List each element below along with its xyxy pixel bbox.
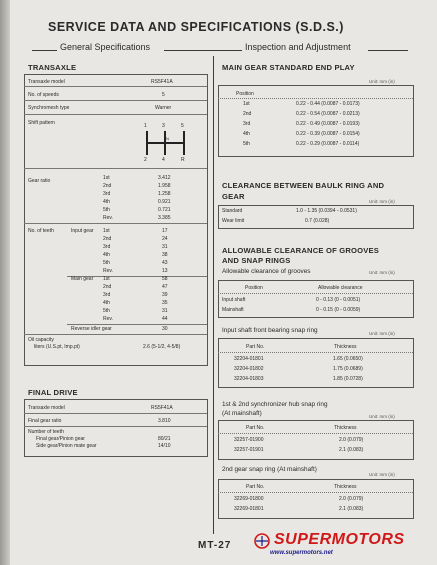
tooth-count: 38 [162, 252, 168, 258]
row-rule [24, 86, 207, 87]
tooth-count: 47 [162, 284, 168, 290]
part-no: 32257-01900 [234, 437, 264, 443]
row-rule [218, 492, 413, 493]
oil-units-label: liters (U.S.pt, Imp.pt) [34, 344, 80, 350]
fd-model-label: Transaxle model [28, 405, 65, 411]
header-rule [164, 50, 242, 51]
fd-model: RS5F41A [151, 405, 173, 411]
gear-label: 4th [103, 300, 110, 306]
hub-snap-unit: Unit: mm (in) [369, 414, 395, 419]
speeds-label: No. of speeds [28, 92, 59, 98]
shift-gate [146, 142, 185, 144]
gear-label: Rev. [103, 316, 113, 322]
oil-capacity: 2.6 (5-1/2, 4-5/8) [143, 344, 181, 350]
input-snap-unit: Unit: mm (in) [369, 331, 395, 336]
teeth-label: No. of teeth [28, 228, 54, 234]
gear-label: 2nd [103, 284, 112, 290]
end-play-value: 0.22 - 0.54 (0.0087 - 0.0213) [296, 111, 360, 117]
gear-ratio: 0.721 [158, 207, 171, 213]
fd-ratio-label: Final gear ratio [28, 418, 62, 424]
gear-label: 1st [103, 175, 110, 181]
watermark-brand: SUPERMOTORS [274, 531, 405, 548]
supermotors-logo-icon [252, 533, 272, 549]
col-thickness: Thickness [334, 425, 357, 431]
shift-num: 2 [144, 157, 147, 163]
fd-final-pinion-label: Final gear/Pinion gear [36, 436, 85, 442]
input-snap-heading: Input shaft front bearing snap ring [222, 327, 318, 334]
part-no: 32204-01803 [234, 376, 264, 382]
gear-ratio: 1.258 [158, 191, 171, 197]
speeds: 5 [162, 92, 165, 98]
gear-label: 3rd [103, 292, 111, 298]
gear-label: 4th [103, 252, 110, 258]
grooves-position: Mainshaft [222, 307, 244, 313]
gear-ratio: 0.921 [158, 199, 171, 205]
synchro: Warner [155, 105, 172, 111]
transaxle-table [24, 74, 208, 366]
baulk-heading: CLEARANCE BETWEEN BAULK RING AND [222, 181, 385, 190]
row-rule [24, 426, 207, 427]
neutral-mark: N [166, 136, 169, 141]
gear-label: 1st [103, 276, 110, 282]
gear-label: 4th [103, 199, 110, 205]
watermark-url: www.supermotors.net [270, 550, 333, 556]
grooves-heading: ALLOWABLE CLEARANCE OF GROOVES [222, 246, 380, 255]
gear-label: 3rd [103, 244, 111, 250]
col-part: Part No. [246, 484, 265, 490]
row-rule [24, 100, 207, 101]
part-no: 32257-01901 [234, 447, 264, 453]
right-header: Inspection and Adjustment [245, 42, 351, 52]
end-play-value: 0.22 - 0.49 (0.0087 - 0.0193) [296, 121, 360, 127]
tooth-count: 17 [162, 228, 168, 234]
end-play-gear: 5th [243, 141, 250, 147]
gear-label: 1st [103, 228, 110, 234]
tooth-count: 39 [162, 292, 168, 298]
baulk-wear: 0.7 (0.028) [305, 218, 330, 224]
synchro-label: Synchromesh type [28, 105, 70, 111]
hub-snap-heading: (At mainshaft) [222, 410, 262, 417]
gear-ratio-label: Gear ratio [28, 178, 51, 184]
baulk-unit: Unit: mm (in) [369, 199, 395, 204]
thickness: 2.1 (0.083) [339, 447, 364, 453]
shift-num: R [181, 157, 185, 163]
gear-label: 5th [103, 207, 110, 213]
gear-label: 5th [103, 260, 110, 266]
end-play-value: 0.22 - 0.39 (0.0087 - 0.0154) [296, 131, 360, 137]
part-no: 32269-01800 [234, 496, 264, 502]
end-play-heading: MAIN GEAR STANDARD END PLAY [222, 63, 355, 72]
end-play-gear: 3rd [243, 121, 251, 127]
tooth-count: 35 [162, 300, 168, 306]
shift-num: 3 [162, 123, 165, 129]
grooves-position: Input shaft [222, 297, 246, 303]
end-play-position-label: Position [236, 91, 254, 97]
end-play-gear: 4th [243, 131, 250, 137]
thickness: 1.65 (0.0650) [333, 356, 363, 362]
thickness: 1.85 (0.0728) [333, 376, 363, 382]
gear-ratio: 3.412 [158, 175, 171, 181]
grooves-unit: Unit: mm (in) [369, 270, 395, 275]
grooves-subheading: Allowable clearance of grooves [222, 268, 311, 275]
gear-label: Rev. [103, 268, 113, 274]
end-play-value: 0.22 - 0.44 (0.0087 - 0.0173) [296, 101, 360, 107]
tooth-count: 44 [162, 316, 168, 322]
row-rule [218, 352, 413, 353]
final-drive-heading: FINAL DRIVE [28, 388, 78, 397]
tooth-count: 13 [162, 268, 168, 274]
hub-snap-heading: 1st & 2nd synchronizer hub snap ring [222, 401, 328, 408]
col-part: Part No. [246, 425, 265, 431]
thickness: 2.0 (0.079) [339, 496, 364, 502]
grooves-clearance: 0 - 0.13 (0 - 0.0051) [316, 297, 361, 303]
gear2-snap-heading: 2nd gear snap ring (At mainshaft) [222, 466, 317, 473]
tooth-count: 31 [162, 308, 168, 314]
grooves-col-position: Position [245, 285, 263, 291]
baulk-standard: 1.0 - 1.35 (0.0394 - 0.0531) [296, 208, 357, 214]
end-play-value: 0.22 - 0.29 (0.0087 - 0.0114) [296, 141, 360, 147]
grooves-col-allow: Allowable clearance [318, 285, 363, 291]
fd-side-pinion-label: Side gear/Pinion mate gear [36, 443, 97, 449]
row-rule [218, 98, 413, 99]
end-play-gear: 1st [243, 101, 250, 107]
row-rule [24, 114, 207, 115]
idler-label: Reverse idler gear [71, 326, 112, 332]
grooves-clearance: 0 - 0.15 (0 - 0.0059) [316, 307, 361, 313]
end-play-unit: Unit: mm (in) [369, 79, 395, 84]
gear-ratio: 1.958 [158, 183, 171, 189]
thickness: 1.75 (0.0689) [333, 366, 363, 372]
fd-ratio: 3.810 [158, 418, 171, 424]
part-no: 32204-01802 [234, 366, 264, 372]
transaxle-model-label: Transaxle model [28, 79, 65, 85]
fd-teeth-label: Number of teeth [28, 429, 64, 435]
gear-ratio: 3.385 [158, 215, 171, 221]
header-rule [32, 50, 57, 51]
column-divider [213, 56, 214, 534]
input-gear-label: Input gear [71, 228, 94, 234]
shift-num: 4 [162, 157, 165, 163]
end-play-gear: 2nd [243, 111, 252, 117]
gear2-snap-unit: Unit: mm (in) [369, 472, 395, 477]
grooves-heading: AND SNAP RINGS [222, 256, 291, 265]
idler-teeth: 30 [162, 326, 168, 332]
part-no: 32204-01801 [234, 356, 264, 362]
fd-side-pinion: 14/10 [158, 443, 171, 449]
tooth-count: 58 [162, 276, 168, 282]
tooth-count: 43 [162, 260, 168, 266]
page-binding [0, 0, 10, 565]
col-part: Part No. [246, 344, 265, 350]
tooth-count: 24 [162, 236, 168, 242]
col-thickness: Thickness [334, 344, 357, 350]
baulk-wear-label: Wear limit [222, 218, 245, 224]
gear-label: 2nd [103, 236, 112, 242]
part-no: 32269-01801 [234, 506, 264, 512]
transaxle-model: RS5F41A [151, 79, 173, 85]
oil-label: Oil capacity [28, 337, 54, 343]
baulk-standard-label: Standard [222, 208, 243, 214]
gear-label: Rev. [103, 215, 113, 221]
transaxle-heading: TRANSAXLE [28, 63, 77, 72]
row-rule [67, 324, 207, 325]
baulk-heading: GEAR [222, 192, 245, 201]
main-gear-label: Main gear [71, 276, 94, 282]
page-title: SERVICE DATA AND SPECIFICATIONS (S.D.S.) [48, 20, 344, 34]
shift-pattern-label: Shift pattern [28, 120, 55, 126]
row-rule [218, 293, 413, 294]
row-rule [24, 168, 207, 169]
gear-label: 2nd [103, 183, 112, 189]
page-number: MT-27 [198, 540, 232, 551]
fd-final-pinion: 80/21 [158, 436, 171, 442]
row-rule [24, 413, 207, 414]
thickness: 2.0 (0.079) [339, 437, 364, 443]
gear-label: 3rd [103, 191, 111, 197]
tooth-count: 31 [162, 244, 168, 250]
thickness: 2.1 (0.083) [339, 506, 364, 512]
gear-label: 5th [103, 308, 110, 314]
header-rule [368, 50, 408, 51]
row-rule [24, 334, 207, 335]
shift-num: 5 [181, 123, 184, 129]
left-header: General Specifications [60, 42, 151, 52]
row-rule [24, 223, 207, 224]
col-thickness: Thickness [334, 484, 357, 490]
row-rule [218, 433, 413, 434]
shift-num: 1 [144, 123, 147, 129]
